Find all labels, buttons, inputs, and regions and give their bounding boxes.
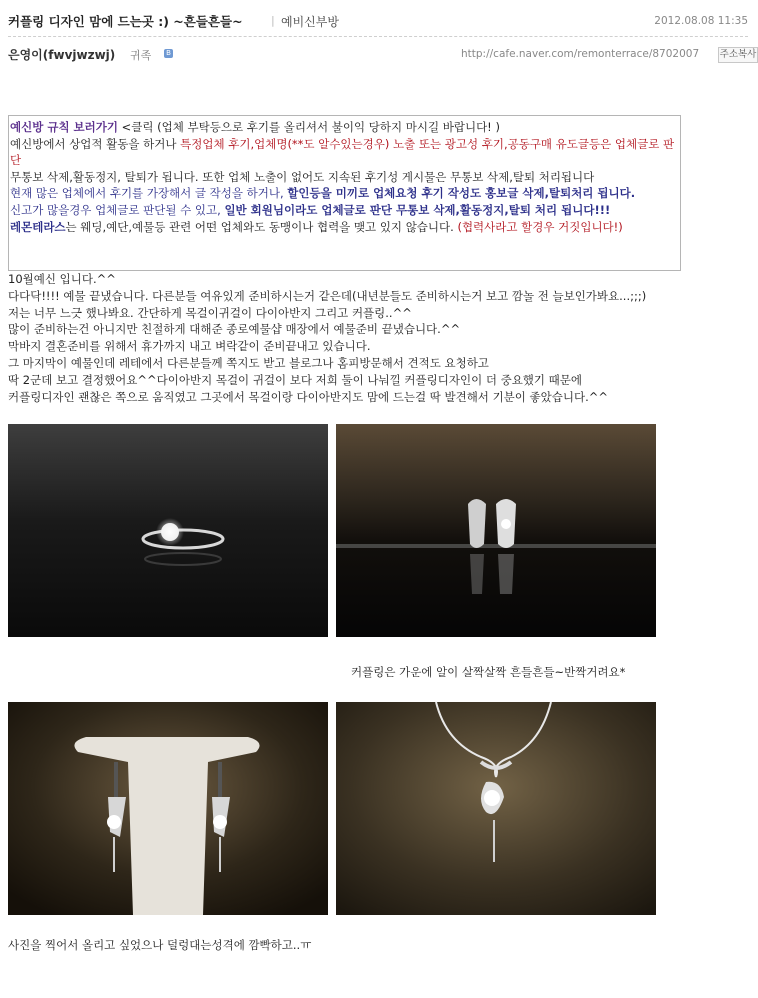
body-line: 막바지 결혼준비를 위해서 휴가까지 내고 벼락같이 준비끝내고 있습니다. [8,339,371,354]
body-line: 다다닥!!!! 예물 끝냈습니다. 다른분들 여유있게 준비하시는거 같은데(내년분들도 준비하시는거 보고 깜놀 전 늘보인가봐요...;;;) [8,288,647,303]
cafe-name: 레몬테라스 [10,219,66,234]
notice-warning: 일반 회원님이라도 업체글로 판단 무통보 삭제,활동정지,탈퇴 처리 됩니다!!! [224,202,611,217]
notice-text: <클릭 (업체 부탁등으로 후기를 올리셔서 불이익 당하지 마시길 바랍니다! ) [118,120,500,134]
body-line: 10월예신 입니다.^^ [8,272,116,286]
couple-ring-photo[interactable] [336,424,656,637]
body-line: 커플링디자인 괜찮은 쪽으로 움직였고 그곳에서 목걸이랑 다이아반지도 맘에 드는걸 딱 발견해서 기분이 좋았습니다.^^ [8,389,609,404]
header-divider [8,36,748,37]
earring-photo[interactable] [8,702,328,915]
rules-link[interactable]: 예신방 규칙 보러가기 [10,120,118,134]
header-separator: | [271,14,275,27]
ring-photo-image [8,424,328,637]
body-line: 저는 너무 느긋 했나봐요. 간단하게 목걸이귀걸이 다이아반지 그리고 커플링..^^ [8,305,412,320]
body-line: 딱 2군데 보고 결정했어요^^다이아반지 목걸이 귀걸이 보다 저희 둘이 나눠낄 커플링디자인이 더 중요했기 때문에 [8,372,583,387]
notice-text: 신고가 많을경우 업체글로 판단될 수 있고, [10,202,225,217]
member-level: 귀족 [130,49,152,62]
author-row [8,44,757,64]
post-body [8,271,748,405]
notice-text: 현재 많은 업체에서 후기를 가장해서 글 작성을 하거나, [10,186,288,201]
earring-photo-image [8,702,328,915]
body-line: 많이 준비하는건 아니지만 친절하게 대해준 종로예물샵 매장에서 예물준비 끝냈습니다.^^ [8,322,461,337]
notice-warning: 특정업체 후기,업체명(**도 알수있는경우) 노출 또는 광고성 후기,공동구매 유도글등은 업체글로 판단 [10,136,675,168]
member-level-icon: B [164,49,173,58]
author-name-link[interactable]: 은영이(fwvjwzwj) [8,48,116,62]
couple-ring-photo-image [336,424,656,637]
ring-photo[interactable] [8,424,328,637]
post-header [8,10,748,32]
post-title: 커플링 디자인 맘에 드는곳 :) ~흔들흔들~ [8,14,243,29]
post-url: http://cafe.naver.com/remonterrace/8702007 [461,48,700,60]
rules-notice-box [8,115,681,271]
photo-caption: 커플링은 가운에 알이 살짝살짝 흔들흔들~반짝거려요* [351,665,626,679]
notice-warning: (협력사라고 할경우 거짓입니다!) [457,219,623,234]
post-closing-text: 사진을 찍어서 올리고 싶었으나 덜렁대는성격에 깜빡하고..ㅠ [8,938,312,952]
post-date: 2012.08.08 11:35 [654,15,748,27]
necklace-photo-image [336,702,656,915]
body-line: 그 마지막이 예물인데 레테에서 다른분들께 쪽지도 받고 블로그나 홈피방문해서 견적도 요청하고 [8,355,489,370]
notice-text: 는 웨딩,예단,예물등 관련 어떤 업체와도 동맹이나 협력을 맺고 있지 않습니다. [65,219,458,234]
board-name-link[interactable]: 예비신부방 [281,15,339,29]
notice-text: 무통보 삭제,활동정지, 탈퇴가 됩니다. 또한 업체 노출이 없어도 지속된 후기성 게시물은 무통보 삭제,탈퇴 처리됩니다 [10,169,595,184]
necklace-photo[interactable] [336,702,656,915]
copy-address-button[interactable]: 주소복사 [718,47,758,63]
notice-warning: 할인등을 미끼로 업체요청 후기 작성도 홍보글 삭제,탈퇴처리 됩니다. [287,186,636,201]
notice-text: 예신방에서 상업적 활동을 하거나 [10,136,181,151]
